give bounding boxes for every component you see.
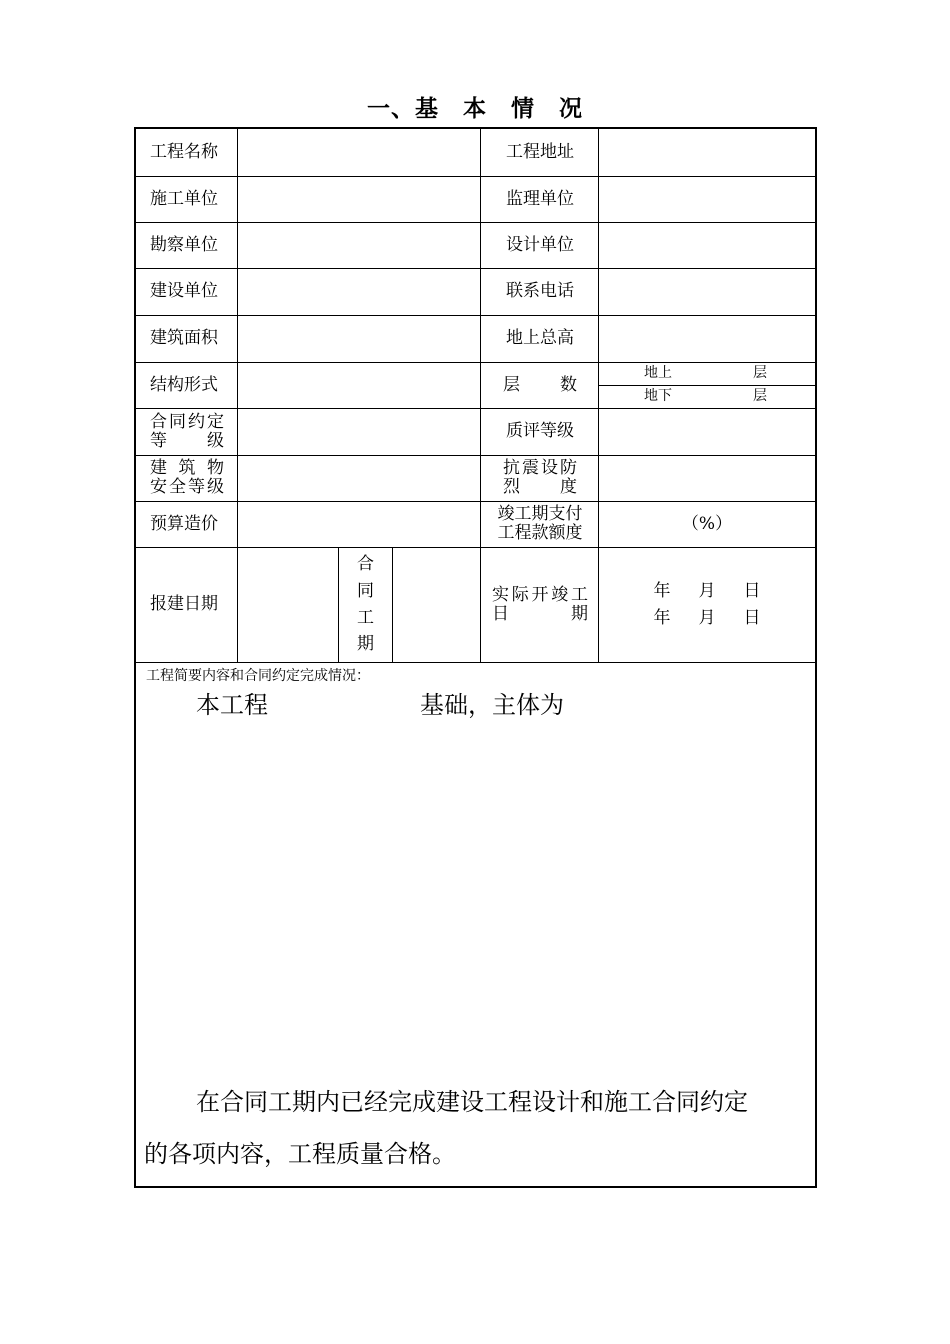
label-payment-a: 竣工期支付 <box>497 504 583 525</box>
contract-char-1: 合 <box>357 554 374 575</box>
label-actual-a: 实际开竣工 <box>492 584 588 605</box>
label-floor-count-b: 数 <box>560 374 577 395</box>
label-structure-form: 结构形式 <box>150 374 218 395</box>
label-contract-grade-b2: 级 <box>207 430 224 451</box>
label-filing-date: 报建日期 <box>150 594 218 615</box>
label-payment-b: 工程款额度 <box>497 523 583 543</box>
label-survey-unit: 勘察单位 <box>150 234 218 255</box>
label-floor-count-a: 层 <box>503 374 520 395</box>
end-month-label: 月 <box>698 607 716 628</box>
summary-line-3: 的各项内容，工程质量合格。 <box>144 1140 456 1168</box>
label-contract-grade-a: 合同约定 <box>150 411 224 432</box>
label-floors-above: 地上 <box>644 364 672 381</box>
label-contact-phone: 联系电话 <box>506 281 574 302</box>
contract-char-3: 工 <box>357 607 374 628</box>
label-safety-a3: 物 <box>207 458 224 479</box>
label-building-area: 建筑面积 <box>150 328 218 349</box>
summary-line-1b: 基础，主体为 <box>420 691 564 719</box>
basic-info-table <box>134 127 817 1188</box>
label-design-unit: 设计单位 <box>506 234 574 255</box>
label-floors-above-unit: 层 <box>753 364 767 381</box>
start-year-label: 年 <box>653 580 671 601</box>
end-date <box>654 609 761 628</box>
label-above-ground-height: 地上总高 <box>506 328 574 349</box>
page-title: 一、基 本 情 况 <box>367 95 583 122</box>
label-seismic-intensity <box>481 455 599 501</box>
label-safety-a2: 筑 <box>178 458 196 479</box>
summary-label: 工程简要内容和合同约定完成情况： <box>146 668 370 684</box>
end-year-label: 年 <box>653 607 671 628</box>
payment-percent: （%） <box>681 513 733 534</box>
label-supervision-unit: 监理单位 <box>506 188 574 209</box>
summary-line-1a: 本工程 <box>196 691 268 719</box>
label-seismic-b1: 烈 <box>503 477 520 497</box>
label-seismic-a: 抗震设防 <box>503 458 577 479</box>
label-floors-below-unit: 层 <box>753 388 767 405</box>
label-floor-count <box>481 362 599 408</box>
label-owner-unit: 建设单位 <box>150 281 218 302</box>
label-actual-b2: 期 <box>571 603 588 624</box>
actual-dates <box>599 547 815 662</box>
label-safety-b: 安全等级 <box>150 477 224 497</box>
label-floors-below: 地下 <box>644 388 672 405</box>
summary-line-1 <box>196 685 564 720</box>
start-month-label: 月 <box>698 580 716 601</box>
label-safety-a1: 建 <box>150 458 167 479</box>
label-actual-start-end <box>481 547 599 662</box>
label-budget-cost: 预算造价 <box>150 513 218 534</box>
label-quality-grade: 质评等级 <box>506 421 574 442</box>
contract-char-4: 期 <box>357 634 374 655</box>
label-seismic-b2: 度 <box>560 477 577 497</box>
label-contract-grade <box>136 408 238 455</box>
start-date <box>654 582 761 601</box>
label-project-name: 工程名称 <box>150 142 218 163</box>
contract-char-2: 同 <box>357 580 374 601</box>
label-contract-period <box>339 547 392 662</box>
end-day-label: 日 <box>743 607 761 628</box>
start-day-label: 日 <box>743 580 761 601</box>
summary-line-2: 在合同工期内已经完成建设工程设计和施工合同约定 <box>196 1088 748 1116</box>
label-construction-unit: 施工单位 <box>150 188 218 209</box>
label-project-address: 工程地址 <box>506 142 574 163</box>
label-actual-b1: 日 <box>492 603 509 624</box>
label-contract-grade-b1: 等 <box>150 430 167 451</box>
label-completion-payment <box>481 501 599 547</box>
label-building-safety-grade <box>136 455 238 501</box>
